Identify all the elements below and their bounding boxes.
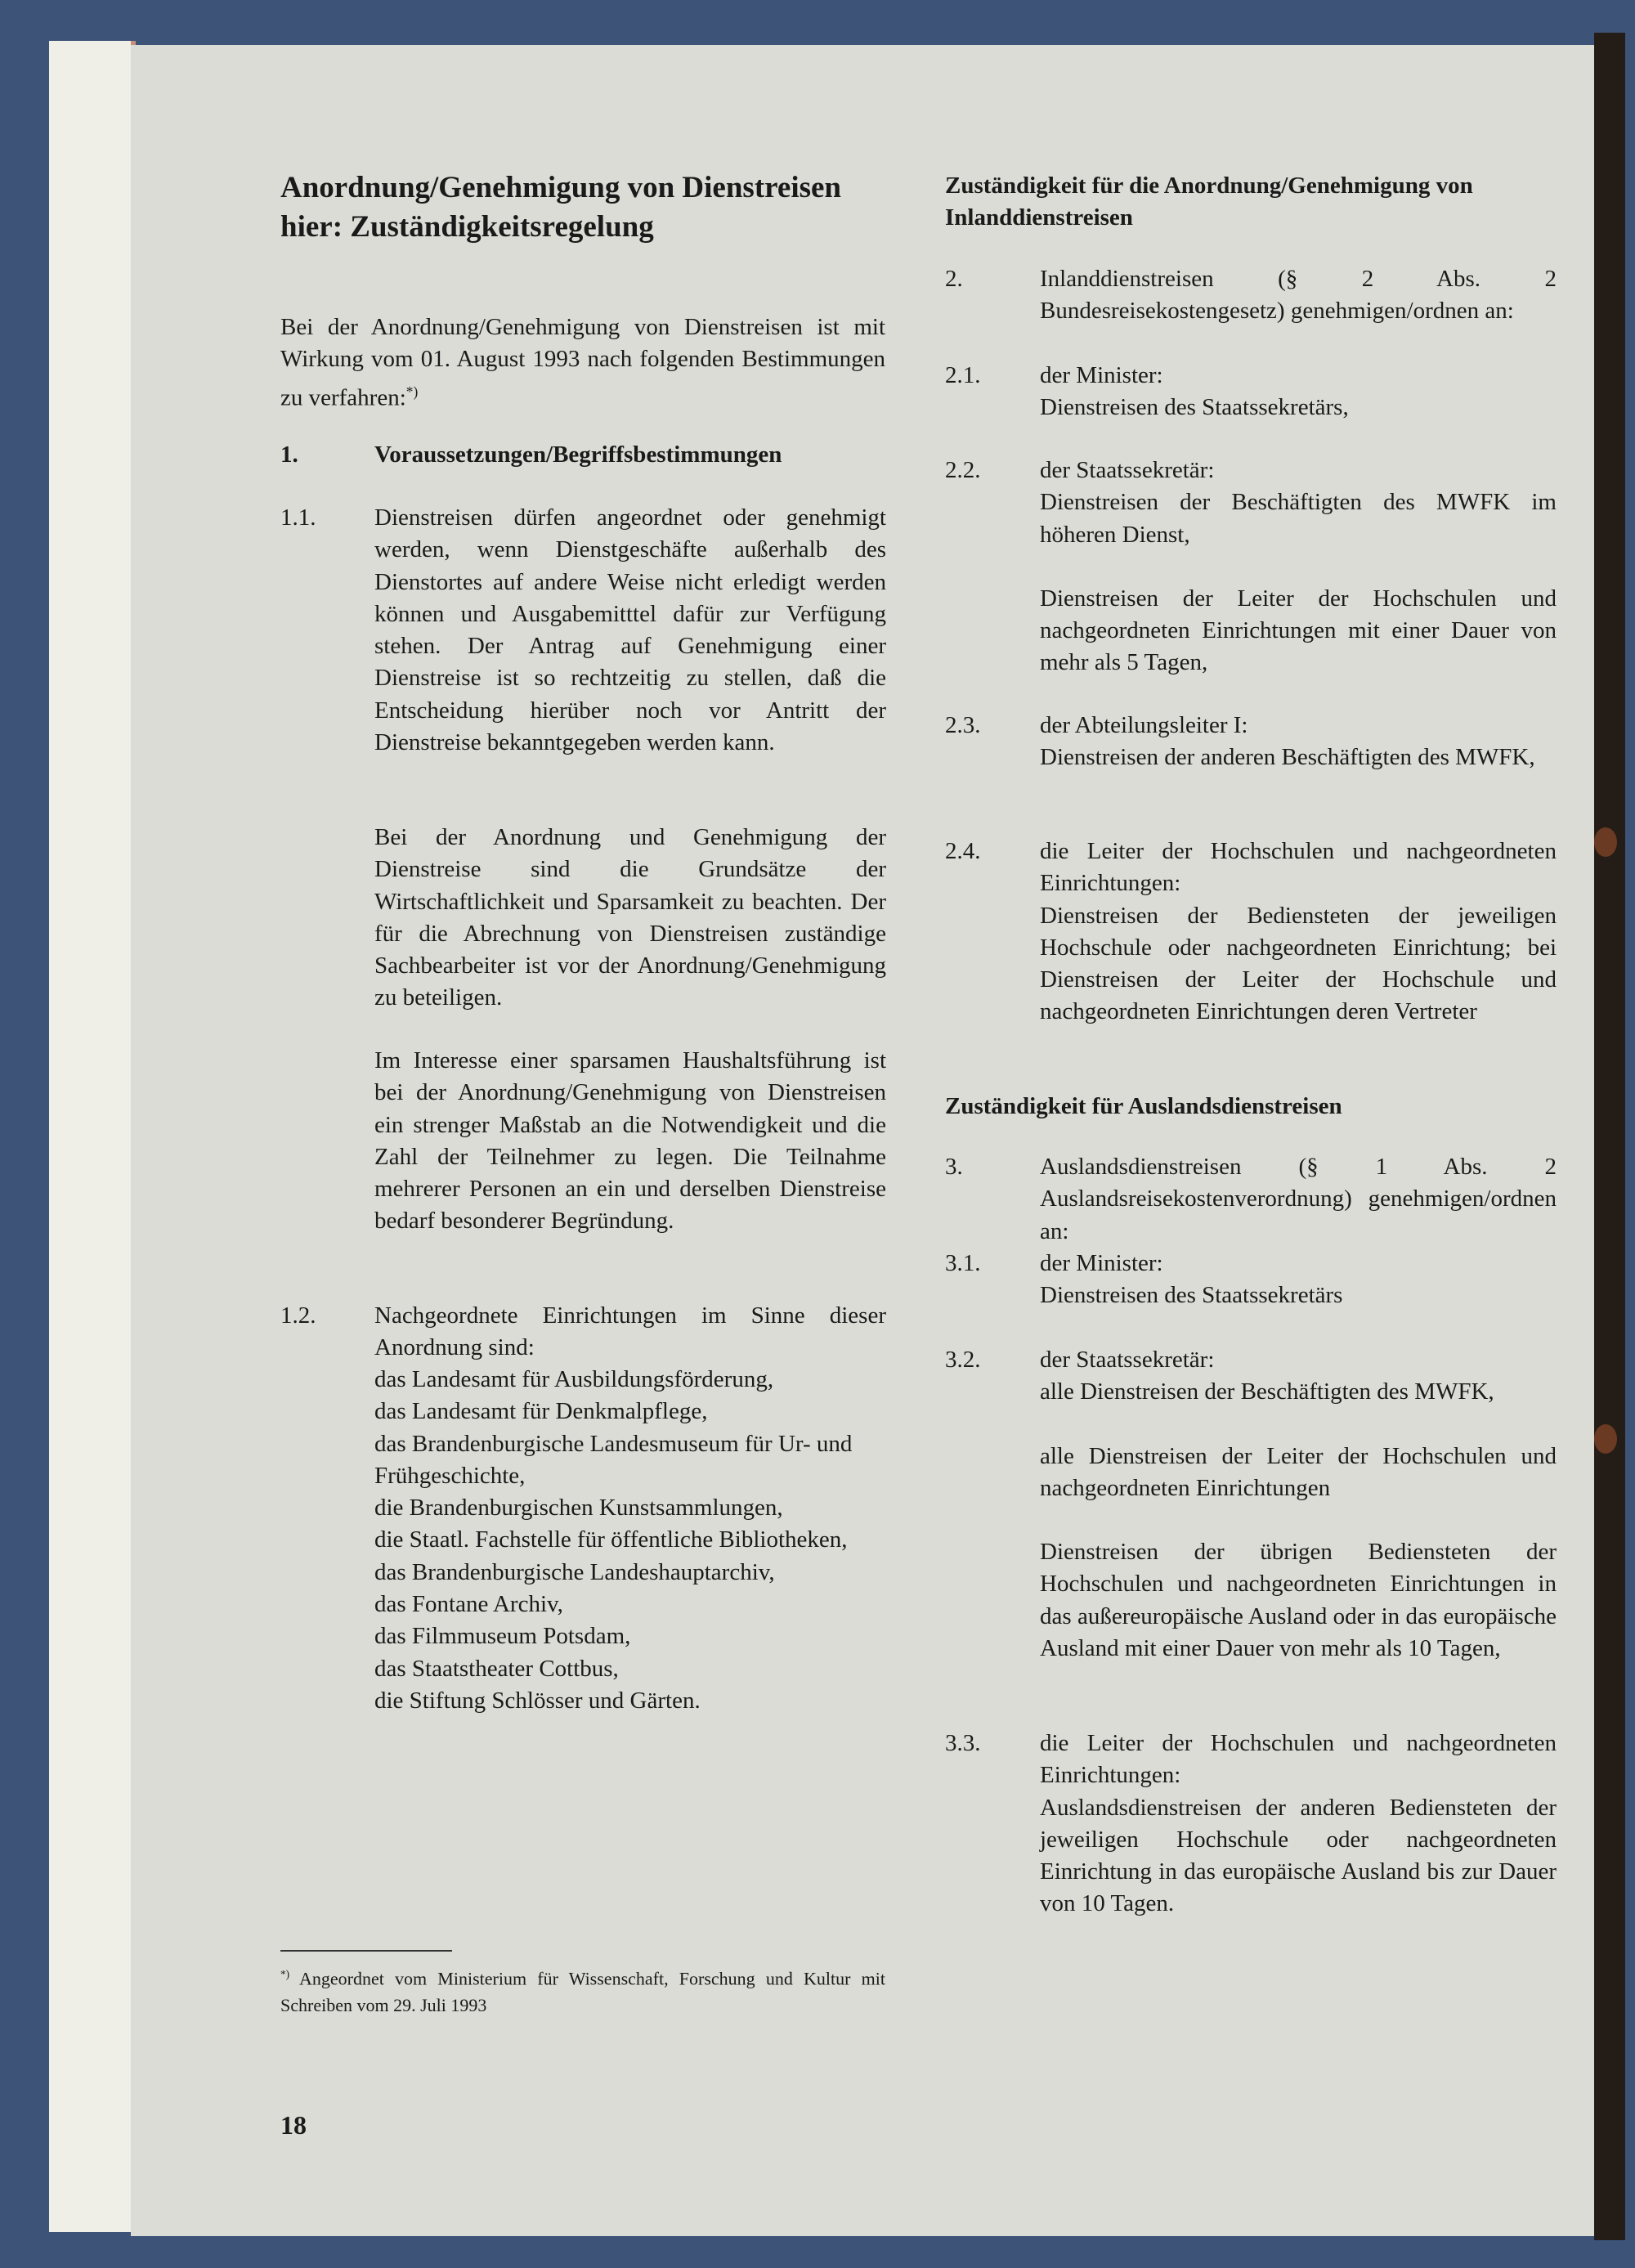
section-text: Auslandsdienstreisen (§ 1 Abs. 2 Auslandsreisekostenverordnung) genehmigen/ordnen an: [1040, 1154, 1557, 1244]
section-subtext: alle Dienstreisen der Beschäftigten des MWFK, [1040, 1378, 1494, 1405]
book-spine [1594, 33, 1625, 2240]
section-number: 3.2. [945, 1347, 981, 1373]
list-item: das Brandenburgische Landesmuseum für Ur- und Frühgeschichte, [374, 1430, 853, 1489]
footnote-divider [280, 1950, 452, 1952]
page-stack [49, 41, 136, 2232]
section-heading: Zuständigkeit für Auslandsdienstreisen [945, 1093, 1342, 1119]
section-number: 3. [945, 1154, 963, 1180]
section-text: Dienstreisen dürfen angeordnet oder genehmigt werden, wenn Dienstgeschäfte außerhalb des Dienstortes auf andere Weise nicht erledigt werden können und Ausgabemitttel dafür zur Verfügung stehen. Der Antrag auf Genehmigung einer Dienstreise ist so rechtzeitig zu stellen, daß die Entscheidung hierüber noch vor Antritt der Dienstreise bekanntgegeben werden kann. [374, 504, 886, 756]
section-lead: die Leiter der Hochschulen und nachgeordneten Einrichtungen: [1040, 838, 1557, 897]
section-subtext: Dienstreisen der anderen Beschäftigten des MWFK, [1040, 744, 1535, 771]
institution-list [374, 1364, 886, 1717]
list-item: das Brandenburgische Landeshauptarchiv, [374, 1558, 775, 1585]
document-title: Anordnung/Genehmigung von Dienstreisen hier: Zuständigkeitsregelung [280, 171, 841, 244]
section-subtext: Auslandsdienstreisen der anderen Bediensteten der jeweiligen Hochschule oder nachgeordneten Einrichtung in das europäische Ausland bis zur Dauer von 10 Tagen. [1040, 1794, 1557, 1917]
list-item: die Staatl. Fachstelle für öffentliche Bibliotheken, [374, 1526, 848, 1553]
section-subtext: alle Dienstreisen der Leiter der Hochschulen und nachgeordneten Einrichtungen [1040, 1442, 1557, 1501]
list-item: das Landesamt für Ausbildungsförderung, [374, 1366, 774, 1392]
section-text [1040, 360, 1557, 424]
section-text [1040, 1728, 1557, 1921]
list-item: das Landesamt für Denkmalpflege, [374, 1398, 708, 1425]
section-number: 3.3. [945, 1730, 981, 1756]
section-heading: Zuständigkeit für die Anordnung/Genehmigung von Inlanddienstreisen [945, 173, 1473, 231]
section-subtext: Dienstreisen der Beschäftigten des MWFK im höheren Dienst, [1040, 489, 1557, 548]
section-text: Inlanddienstreisen (§ 2 Abs. 2 Bundesreisekostengesetz) genehmigen/ordnen an: [1040, 266, 1557, 325]
section-lead: der Minister: [1040, 1250, 1163, 1276]
binder-ring-icon [1594, 1424, 1617, 1454]
section-text: Bei der Anordnung und Genehmigung der Dienstreise sind die Grundsätze der Wirtschaftlichkeit und Sparsamkeit zu beachten. Der für die Abrechnung von Dienstreisen zuständige Sachbearbeiter ist vor der Anordnung/Genehmigung zu beteiligen. [374, 824, 886, 1011]
footnote [280, 1961, 885, 2019]
section-heading: Voraussetzungen/Begriffsbestimmungen [374, 441, 782, 468]
list-item: das Filmmuseum Potsdam, [374, 1623, 631, 1650]
binder-ring-icon [1594, 827, 1617, 857]
section-number: 2. [945, 266, 963, 292]
section-text [1040, 455, 1557, 679]
footnote-mark: *) [280, 1968, 289, 1980]
section-text [1040, 836, 1557, 1029]
section-subtext: Dienstreisen der übrigen Bediensteten der Hochschulen und nachgeordneten Einrichtungen in das außereuropäische Ausland oder in das europäische Ausland mit einer Dauer von mehr als 10 Tagen, [1040, 1539, 1557, 1662]
section-number: 1.2. [280, 1302, 316, 1329]
section-number: 1.1. [280, 504, 316, 531]
section-number: 2.4. [945, 838, 981, 864]
section-lead: der Staatssekretär: [1040, 457, 1215, 483]
section-subtext: Dienstreisen des Staatssekretärs, [1040, 394, 1349, 421]
section-lead: die Leiter der Hochschulen und nachgeordneten Einrichtungen: [1040, 1730, 1557, 1789]
page-number: 18 [280, 2110, 307, 2140]
section-text [1040, 1344, 1557, 1665]
section-lead: der Abteilungsleiter I: [1040, 712, 1248, 738]
section-number: 2.1. [945, 362, 981, 388]
section-subtext: Dienstreisen der Bediensteten der jeweiligen Hochschule oder nachgeordneten Einrichtung; bei Dienstreisen der Leiter der Hochschule und nachgeordneten Einrichtungen deren Vertreter [1040, 902, 1557, 1025]
intro-text: Bei der Anordnung/Genehmigung von Dienstreisen ist mit Wirkung vom 01. August 1993 nach folgenden Bestimmungen zu verfahren: [280, 314, 885, 411]
footnote-text: Angeordnet vom Ministerium für Wissenschaft, Forschung und Kultur mit Schreiben vom 29. Juli 1993 [280, 1968, 885, 2016]
section-number: 2.2. [945, 457, 981, 483]
section-lead: der Staatssekretär: [1040, 1347, 1215, 1373]
intro-paragraph [280, 312, 885, 415]
list-item: das Staatstheater Cottbus, [374, 1655, 619, 1682]
section-text: Nachgeordnete Einrichtungen im Sinne dieser Anordnung sind: [374, 1302, 886, 1361]
section-subtext: Dienstreisen der Leiter der Hochschulen und nachgeordneten Einrichtungen mit einer Dauer von mehr als 5 Tagen, [1040, 585, 1557, 676]
section-subtext: Dienstreisen des Staatssekretärs [1040, 1282, 1343, 1309]
section-number: 3.1. [945, 1250, 981, 1276]
section-text [1040, 1248, 1557, 1312]
section-number: 1. [280, 441, 298, 468]
section-lead: der Minister: [1040, 362, 1163, 388]
list-item: die Stiftung Schlösser und Gärten. [374, 1687, 701, 1714]
section-number: 2.3. [945, 712, 981, 738]
section-text [1040, 710, 1557, 774]
list-item: die Brandenburgischen Kunstsammlungen, [374, 1495, 783, 1522]
section-text: Im Interesse einer sparsamen Haushaltsführung ist bei der Anordnung/Genehmigung von Dienstreisen ein strenger Maßstab an die Notwendigkeit und die Zahl der Teilnehmer zu legen. Die Teilnahme mehrerer Personen an ein und derselben Dienstreise bedarf besonderer Begründung. [374, 1047, 886, 1235]
footnote-mark: *) [405, 383, 419, 400]
list-item: das Fontane Archiv, [374, 1591, 563, 1618]
